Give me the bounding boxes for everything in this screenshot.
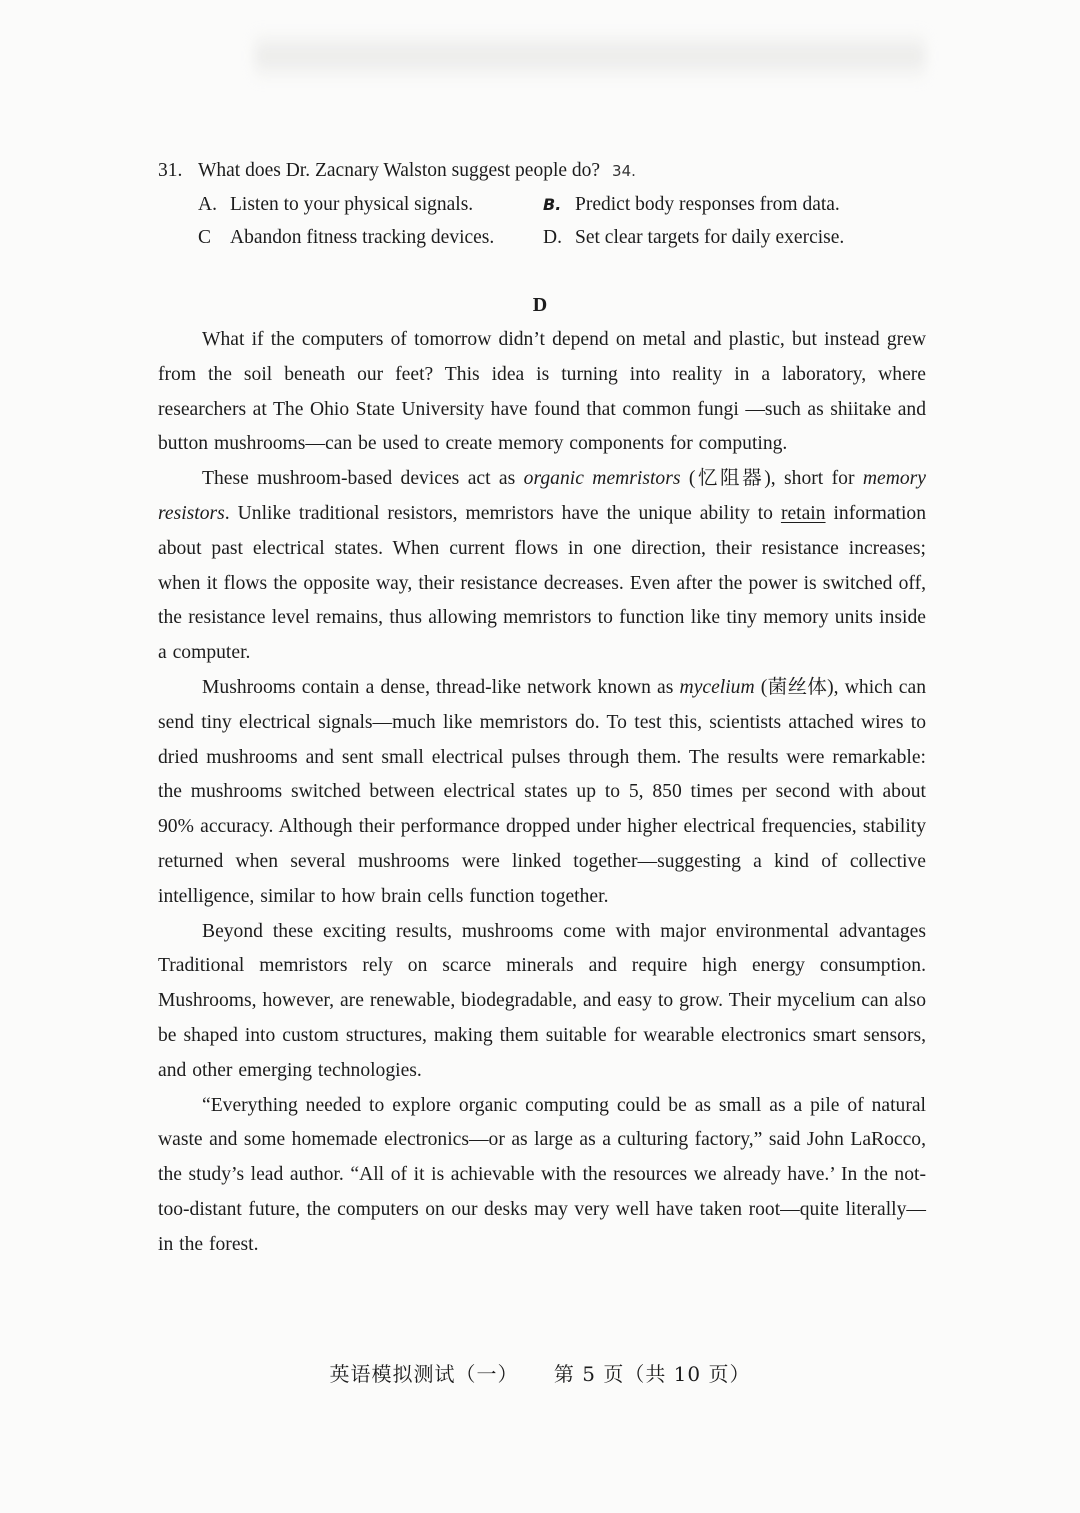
options-row [198, 194, 928, 227]
italic-term: mycelium [679, 676, 755, 698]
italic-term: organic memristors [523, 468, 681, 490]
question-options [198, 194, 928, 260]
scan-shadow [255, 30, 925, 82]
handwritten-mark: 34. [612, 162, 636, 180]
page-number: 第 5 页（共 10 页） [553, 1362, 751, 1386]
option-letter: C [198, 227, 212, 248]
chinese-gloss: (忆阻器), short for [680, 468, 863, 490]
paragraph-text: information about past electrical states. When current flows in one direction, their resistance increases; when it flows the opposite way, their resistance decreases. Even after the power is switched off, the resistance level remains, thus allowing memristors to function like tiny memory units inside a computer. [158, 502, 926, 664]
underlined-word: retain [780, 502, 826, 524]
exam-title: 英语模拟测试（一） [329, 1362, 519, 1386]
question-31 [158, 160, 928, 260]
question-number: 31. [158, 160, 183, 181]
option-text: Predict body responses from data. [575, 194, 840, 215]
question-stem [158, 160, 928, 194]
paragraph-3 [158, 671, 926, 915]
page-footer [0, 1358, 1080, 1387]
option-letter: B. [543, 195, 562, 214]
paragraph-2 [158, 462, 926, 671]
question-text: What does Dr. Zacnary Walston suggest people do? [198, 160, 601, 181]
paragraph-4: Beyond these exciting results, mushrooms come with major environmental advantages Traditional memristors rely on scarce minerals and require high energy consumption. Mushrooms, however, are renewable, biodegradable, and easy to grow. Their mycelium can also be shaped into custom structures, making them suitable for wearable electronics smart sensors, and other emerging technologies. [158, 920, 926, 1081]
paragraph-1: What if the computers of tomorrow didn’t depend on metal and plastic, but instead grew from the soil beneath our feet? This idea is turning into reality in a laboratory, where researchers at The Ohio State University have found that common fungi —such as shiitake and button mushrooms—can be used to create memory components for computing. [158, 329, 926, 455]
option-d [543, 227, 844, 249]
option-c [198, 227, 543, 249]
reading-passage [158, 323, 926, 1263]
option-a [198, 194, 543, 216]
option-text: Set clear targets for daily exercise. [575, 227, 845, 248]
option-b [543, 194, 840, 216]
chinese-gloss: (菌丝体), [754, 676, 839, 698]
section-heading: D [532, 294, 548, 316]
italic-term: memory resistors [158, 468, 926, 524]
options-row [198, 227, 928, 260]
option-text: Listen to your physical signals. [230, 194, 474, 215]
option-text: Abandon fitness tracking devices. [230, 227, 495, 248]
option-letter: D. [543, 227, 562, 248]
paragraph-text: . Unlike traditional resistors, memristors have the unique ability to [224, 502, 781, 524]
option-letter: A. [198, 194, 217, 215]
paragraph-text: These mushroom-based devices act as [202, 468, 524, 490]
paragraph-text: which can send tiny electrical signals—much like memristors do. To test this, scientists attached wires to dried mushrooms and sent small electrical pulses through them. The results were remarkable: the mushrooms switched between electrical states up to 5, 850 times per second with about 90% accuracy. Although their performance dropped under higher electrical frequencies, stability returned when several mushrooms were linked together—suggesting a kind of collective intelligence, similar to how brain cells function together. [158, 676, 926, 907]
paragraph-5: “Everything needed to explore organic computing could be as small as a pile of natural waste and some homemade electronics—or as large as a culturing factory,” said John LaRocco, the study’s lead author. “All of it is achievable with the resources we already have.’ In the not-too-distant future, the computers on our desks may very well have taken root—quite literally—in the forest. [158, 1094, 926, 1255]
paragraph-text: Mushrooms contain a dense, thread-like network known as [202, 676, 680, 698]
